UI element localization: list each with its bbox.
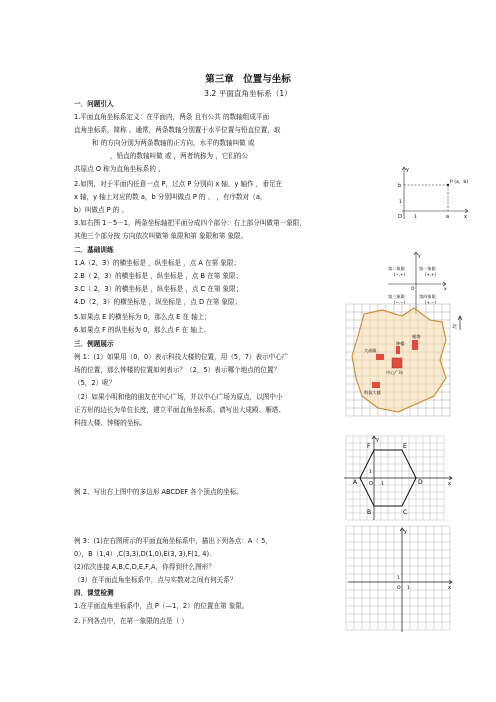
example-line: （5，2）呢？ [74, 379, 116, 387]
north-label: 北 [452, 324, 458, 330]
text-line: 其他三个部分按 方向依次叫做第 象限和第 象限和第 象限。 [74, 232, 248, 240]
tick-label: 1 [399, 200, 402, 205]
quiz-line: 1.在平面直角坐标系中，点 P（—1，2）的位置在第 象限。 [74, 602, 249, 610]
axis-label: x [444, 287, 447, 292]
origin-label: O [398, 214, 402, 220]
empty-grid-figure [344, 524, 456, 636]
chapter-title: 第三章 位置与坐标 [205, 74, 291, 85]
example-line: 例 1：(1）如果用（0，0）表示科技大楼的位置，用（5，7）表示中心广 [74, 353, 289, 361]
axis-label: x [448, 481, 451, 487]
exercise-line: 5.如果点 E 的横坐标为 0，那么点 E 在 轴上； [74, 313, 211, 321]
origin-label: O [411, 287, 415, 292]
example-line: （2）如果小明和他的朋友在中心广场，并以中心广场为原点，以图中小 [74, 393, 283, 401]
axis-label: y [376, 437, 379, 443]
tick-label: 1 [414, 215, 417, 220]
place-label: 中心广场 [386, 370, 403, 375]
text-line: 3.如右图 1－5－1，两条坐标轴把平面分成四个部分：右上部分叫做第一象限， [74, 219, 306, 227]
quadrant-label: 第三象限 [388, 294, 405, 299]
quadrant-sign: (−,−) [394, 300, 406, 305]
axis-label: x [448, 585, 451, 591]
example-line: 0），B（1,4）,C(3,3),D(1,0),E(3, 3),F(1, 4). [74, 550, 212, 558]
exercise-line: 1.A（2，3）的横坐标是 ，纵坐标是 ，点 A 在第 象限； [74, 259, 241, 267]
point-p-figure [392, 163, 472, 223]
text-line: 2.如图，对于平面内任意一点 P，过点 P 分别向 x 轴，y 轴作 ，垂足在 [74, 180, 283, 188]
vertex-label: C [403, 509, 408, 516]
axis-label: x [464, 214, 467, 220]
example-line: 例 3：(1)在右图所示的平面直角坐标系中，描出下列各点：A（ 5， [74, 537, 272, 545]
point-label: P (a，b) [450, 180, 469, 185]
axis-label: y [406, 167, 409, 173]
section-heading: 四．课堂检测 [74, 589, 114, 597]
section-heading: 二．基础训练 [74, 246, 114, 254]
exercise-line: 6.如果点 F 的纵坐标为 0，那么点 F 在 轴上. [74, 326, 206, 334]
quadrant-sign: (−,+) [394, 272, 406, 277]
quadrant-sign: (+,−) [425, 300, 437, 305]
vertex-label: F [367, 443, 371, 450]
exercise-line: 3.C（ 2，3）的横坐标是 ，纵坐标是 ，点 C 在第 象限； [74, 285, 243, 293]
example-line: 科技大楼、钟楼的坐标。 [74, 419, 147, 427]
example-line: 例 2、写出右上图中的多边形 ABCDEF 各个顶点的坐标。 [74, 488, 243, 496]
quadrant-label: 第一象限 [419, 266, 436, 271]
text-line: 共原点 O 称为直角坐标系的 。 [74, 165, 165, 173]
text-line: ，铅直的数轴叫做 或 ，两者统称为 ，它们的公 [110, 152, 249, 160]
place-label: 雁塔 [412, 334, 421, 339]
exercise-line: 4.D（2，3）的横坐标是 ，纵坐标是 ，点 D 在第 象限； [74, 298, 242, 306]
quadrant-sign: (+,+) [425, 272, 437, 277]
hexagon-figure [340, 432, 456, 524]
example-line: 场的位置，那么钟楼的位置如何表示？（2，5）表示哪个地点的位置？ [74, 366, 281, 374]
vertex-label: E [403, 443, 407, 450]
quadrant-label: 第二象限 [388, 266, 405, 271]
origin-label: O [369, 481, 373, 487]
text-line: x 轴，y 轴上对应的数 a，b 分别叫做点 P 的 、 ，有序数对（a， [74, 193, 267, 201]
text-line: b）叫做点 P 的 。 [74, 206, 129, 214]
vertex-label: B [367, 509, 372, 516]
section-heading: 一．问题引入 [74, 100, 114, 108]
example-line: (2)依次连接 A,B,C,D,E,F,A，你得到什么图形？ [74, 563, 215, 571]
text-line: 和 的方向分别为两条数轴的正方向，水平的数轴叫做 或 [92, 139, 255, 147]
text-line: 直角坐标系，简称 。通常，两条数轴分别置于水平位置与铅直位置，取 [74, 126, 281, 134]
example-line: 正方形的边长为单位长度，建立平面直角坐标系。请写出大成殿、雁塔、 [74, 406, 285, 414]
lesson-subtitle: 3.2 平面直角坐标系（1） [204, 89, 292, 98]
tick-label: b [398, 183, 402, 189]
place-label: 钟楼 [396, 341, 405, 346]
tick-label: 1 [369, 470, 372, 475]
text-line: 1.平面直角坐标系定义：在平面内，两条 且有公共 的数轴组成平面 [74, 113, 270, 121]
tick-label: a [446, 214, 450, 220]
axis-label: y [418, 254, 421, 259]
place-label: 科技大楼 [364, 390, 381, 395]
section-heading: 三．例题展示 [74, 340, 114, 348]
example-line: （3）在平面直角坐标系中，点与实数对之间有何关系？ [74, 576, 237, 584]
quadrant-label: 第四象限 [419, 294, 436, 299]
axis-label: y [404, 529, 407, 535]
vertex-label: A [353, 479, 358, 486]
tick-label: 1 [407, 586, 410, 591]
quiz-line: 2.下列各点中，在第一象限的点是（ ） [74, 617, 188, 625]
city-map-figure [342, 300, 470, 422]
vertex-label: D [418, 479, 423, 486]
tick-label: 1 [381, 482, 384, 487]
tick-label: 1 [397, 576, 400, 581]
exercise-line: 2.B（ 2，3）的横坐标是 ，纵坐标是 ，点 B 在第 象限； [74, 272, 243, 280]
origin-label: O [397, 586, 401, 591]
place-label: 大成殿 [364, 348, 377, 353]
